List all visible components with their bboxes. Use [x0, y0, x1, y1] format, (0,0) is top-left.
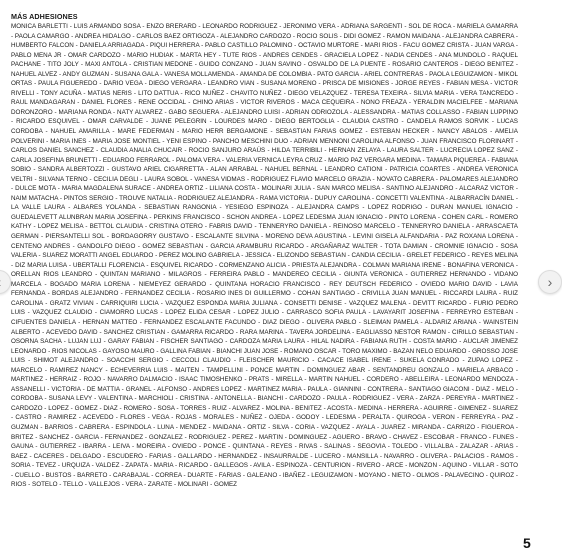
page-heading: MÁS ADHESIONES	[11, 12, 78, 21]
chevron-left-icon	[0, 274, 1, 290]
previous-page-button[interactable]	[0, 270, 11, 294]
chevron-right-icon: ›	[547, 274, 553, 290]
page-number: 5	[523, 535, 531, 551]
next-page-button[interactable]	[538, 270, 562, 294]
adhesions-name-list: MONICA BARLETTI - LUIS ARMANDO SOSA - ENZO BRERARD - LEONARDO RODRIGUEZ - JERONIMO VERA - ADRIANA SARGENTI - SOL DE ROCA - MARIELA GAMARRA - PAOLA CAMARGO - ANDREA HIDALGO - CARLOS BAEZ ORTIGOZA - ALEJANDRO CARDOZO - ROCIO SOLIS - DIDI GOMEZ - RAMON MAIDANA - ALEJANDRA CABRERA - HUMBERTO FALCON - DANIELA ARRIAGADA - PIQUI HERRERA - PABLO CASTILLO PALOMINO - OCTAVIO MURTORE - MARI RIOS - FACU GOMEZ CRISTA - JUAN VARGA - PABLO MENA JR - OMAR CARDOZO - MARIO HUDIAK - MARTA HEY - TUTE RIOS - ANDRES CENDES - GRACIELA LOPEZ - NADIA CENDES - ANA MUNDOLO - RAQUEL PACHANE - TITO JOLY - MAXI ANTOLA - CRISTIAN MEDONE - GUIDO CONZANO - JUAN SAVINO - OSVALDO DE LA PUENTE - ROSARIO CANTEROS - DIEGO BENITEZ - NAHUEL ALVEZ - ANDY GUZMAN - SUSANA GALA - VANESA MOLLAMENDA - AMANDA DE COLOMBIA - PATO GARCIA - ARIEL CONTRERAS - PAOLA LEGUIZAMON - MIKOL ORTAS - PAULA FIGUEREDO - DARIO VEGA - DIEGO VERGARA - LEANDRO VIAN - SUSANA MORENO - PRISCA DE MISIONES - JORGE REYES - FABIAN MESA - VICTOR RIVELLI - TONY ACUÑA - MATIAS NERIS - LITO DATTUA - RICO NUÑEZ - CHAVITO NUÑEZ - DIEGO VELAZQUEZ - TERESA TEXEIRA - SILVIA MARIA - VERA TANCREDO - RAUL MANDAGARAN - DANIEL FLORES - RENE OCCIDAL - CHINO ARIAS - VICTOR RIVEROS - MACA CEQUEIRA - NONO FREAZA - YERALDIN MACIELFEE - MARIANA DORONZORO - MARIANA RONDA - NATY ALVAREZ - GABO SEGUERA - ALEJANDRO LUISI - ADRIAN ODRIOZOLA - ALESSANDRA - MATIAS COLLASSO - FABIAN LUPPINO - RICARDO ESQUIVEL - OMAR CARVALDE - JUANE PELEGRIN - LOURDES MARO - DIEGO BERTOGLIA - CLAUDIA CASTRO - CANDELA RAMOS SORVIK - LUCAS CORDOBA - NAHUEL AMARILLA - MARE FEDERMAN - MARIO HERR BERGAMONE - SEBASTIAN FARIAS GOMEZ - ESTEBAN HECKER - NANCY ABALOS - AMELIA POLVERINI - MARIA INES - MARIA JOSE MONTIEL - YENI ESPINO - PANCHO MESCHINI DUO - ADRIAN MENNONI CAROLINA ALFONSO - JUAN FRANCISCO FLORINART - CARLOS DANIEL SANCHEZ - CLAUDIA ANALIA CHUCAIR - ROCIO SANJURO ARAÚS - HILDA TERRIBILI - HERNAN ZELAYA - LAURA SALTER - LUCRECIA LOPEZ SANZ - CARLA JOSEFINA BRUNETTI - EDUARDO FERRAROL - PALOMA VERA - VALERIA VERNICA LEYRA CRUZ - MARIO PAZ VERGARA MEDINA - TAMARA PIQUEREA - FABIANA SOBIO - SANDRA ALBERTOZZI - GUSTAVO ARIEL CIGARRETTA - ALAN ARRABAL - NAHUEL BERNAL - LEANDRO CATIONI - PATRICIA COARTES - ANDREA VERONICA VELTRI - SILVANA TERNO - CECILIA DEGLI - LAURA SOBOL - VANESA VIDMAS - RODRIGUEZ FLAVIO MARCELO GRAZIA - NOVATO CABRERA - PALOMARES ALEJANDRO - DULCE MOTA - MARIA MAGDALENA SURACE - ANDREA ORTIZ - LILIANA COSTA - MOLINARI JULIA - SAN MARCO MELISA - SANTINO ALEJANDRO - ALCARAZ VICTOR - NAIM MATACHA - PINTOS SERGIO - TROUVE NATALIA - RODRIGUEZ ALEJANDRA - RAMA VICTORIA - DUPUY CAROLINA - CONCETTI VALENTINA - ALBARRACÍN DANIEL - LA VALLE LAURA - ALBARES YOLANDA - SEBASTIAN RANGONIA - YESIEGO ESPINOZA - ALEJANDRA CAMPS - LOPEZ RODRIGO - DURAN MANUEL IGNACIO - GUEDALEVETT ALUNBRAN MARIA JOSEFINA - PERKINS FRANCISCO - SCHON ANDREA - LOPEZ LEDESMA JUAN IGNACIO - PINTO LORENA - COHEN CARL - ROMERO KATHY - LOPEZ MELISA - BETTOL CLAUDIA - CRISTINA OTERO - FABRIS DAVID - TENNERYRO DANIELA - REINOSO MARCELO - TENNERYRO DANIELA - ARRASCAETA GERMAN - PIERSANTELLI SOL - BORDAGORRY GUSTAVO - ESCALANTE SILVINA - MORENO DEVA AGUSTINA - LEVINI GISELA ALFANDARIA - PAZ ROXANA LORENA - CENTENO ANDRES - GANDOLFO DIEGO - GOMEZ SEBASTIAN - GARCIA ARAMBURU RICARDO - ARGAÑARAZ WALTER - TOTA DAMIAN - CROMNIE IGNACIO - SOSA VALERIA - SUAREZ MORATTI ANGEL EDUARDO - PEREZ MOLINO GABRIELA - JESSICA - ELIZONDO SEBASTIAN - CANDIA CECILIA - GRELET FEDERICO - REYES MELINA - DIZ MARIA LUISA - UBERTALLI FLORENCIA - ESQUIVEL RICARDO - CORMENZANO ALICIA - PRIESTA ALEJANDRA - COLMAN MARIANA IRENE - BONAFINA VERONICA - ORELLAN RIOS LEANDRO - QUINTAN MARIANO - MILAGROS - FERREIRA PABLO - MANDEREO CECILIA - GIUNTA VERONICA - GUTIERREZ HERNANDO - VIDANO MARCELA - BOGADO MARIA LORENA - NIEMEYEZ GERARDO - QUINTANA HORACIO FRANCISCO - REY DEUTSCH FEDERICO - OVIEDO MARIO DAVID - LAVIA FERNANDA - BORDAS ALEJANDRO - FERNANDEZ CECILIA - ROSARIO INES DI GUILLERMO - COHAN SANTIAGO - CRIVILLA JUAN MANUEL - RICCARDI LAURA - RUIZ CAROLINA - GRATZ VIVIAN - CARRIQUIRI LUCIA - VAZQUEZ ESPONDA MARIA JULIANA - CONSETTI DENISE - VAZQUEZ MALENA - DEVITT RICARDO - FURIO PEDRO LUIS - VAZQUEZ CLAUDIO - CIAMORRO LUCAS - LOPEZ ELIDA CESAR - LOPEZ JULIO - CARRASCO SOFIA PAULA - LAVAYARIT JOSEFINA - FERREYRO ESTEBAN - CIFUENTES DANIELA - HERNAN MATTEO - FERNANDEZ ESCALANTE FACUNDO - DIAZ DIEGO - OLIVERA PABLO - SLEIMAN PAMELA - ALDARIZ ARIANA - WAINSTEIN ALBERTO - ACEVEDO DAVID - SANCHEZ CRISTIAN - GAMARRA RICARDO - RARA MARINA - TAVERA JORDELINA - EAGLIASSO NESTOR RAMON - CIRILLO SEBASTIAN - OSORNA SACHA - LUJAN LUJ - GARAY FABIAN - FISCHER SANTIAGO - CARDOZA MARIA LAURA - HILAL NADIRA - FABIANA RUTH - COSTA MARIO - AUCLAR JIMENEZ LEONARDO - RIOS NICOLAS - GAYOSO MAURO - GALLINA FABIAN - BIANCHI JUAN JOSE - ROMANO OSCAR - TORO MAXIMO - BAZAN NELO EDUARDO - GROSSO JOSE LUIS - SHIMOT ALEJANDRO - SOACCHI SERGIO - CECCOLI CLAUDIO - FLEISCHER MAURICIO - CACACE ISABEL IRENE - SUKELA CONRADO - ZUPAO LOPEZ - MARCELO - RAMIREZ NANCY - ECHEVERRIA LUIS - MAITEN - TAMPELLINI - PONCE MARTIN - DOMINGUEZ ABAR - SENTANDREU GONZALO - MARIELA ARBACO - MARTINEZ - HERRAIZ - ROJO - NAVARRO DALMACIO - ISAAC TIMOSHENKO - PRATS - MIRELLA - MARTIN NAHUEL - CORDERO - ABELLEIRA - LEONARDO MENDOZA - ASSANELLI - VICTORIA - DE MATTIA - GRANEL - ALFONSO - ANDRES LOPEZ - MARTINEZ MARIA - PAULA - GIANNINI - CONTRERA - SANTIAGO GIACONI - DIAZ - MELO - CORDOBA - SUSANA LEVY - VALENTINA - MARCHIOLI - CRISTINA - ANTONELLA - BIANCHI - CARDOZO - PAULA - RODRIGUEZ - VERA - ZARZA - PEREYRA - MARTINEZ - CARDOZO - LOPEZ - GOMEZ - DIAZ - ROMERO - SOSA - TORRES - RUIZ - ALVAREZ - MOLINA - BENITEZ - ACOSTA - MEDINA - HERRERA - AGUIRRE - GIMENEZ - SUAREZ - CASTRO - RAMIREZ - ACEVEDO - FLORES - VEGA - ROJAS - MORALES - NUÑEZ - OJEDA - GODOY - LEDESMA - PERALTA - QUIROGA - VERON - FERREYRA - PAZ - GUZMAN - BARRIOS - CABRERA - ESPINDOLA - LUNA - MENDEZ - MAIDANA - ORTIZ - SILVA - CORIA - VAZQUEZ - AYALA - JUAREZ - MIRANDA - CARRIZO - FIGUEROA - BRITEZ - SANCHEZ - GARCIA - FERNANDEZ - GONZALEZ - RODRIGUEZ - PEREZ - MARTIN - DOMINGUEZ - AGUERO - BRAVO - CHAVEZ - ESCOBAR - FRANCO - FUNES - GAUNA - GUTIERREZ - IBARRA - LEIVA - MOREIRA - OVIEDO - PONCE - QUINTANA - REYES - RIVAS - SALINAS - SEGOVIA - TOLEDO - VILLALBA - ZALAZAR - ARIAS - BAEZ - CACERES - DELGADO - ESCUDERO - FARIAS - GALLARDO - HERNANDEZ - INSAURRALDE - LUCERO - MANSILLA - NAVARRO - OLIVERA - PALACIOS - RAMOS - SORIA - TEVEZ - URQUIZA - VALDEZ - ZAPATA - MARIA - RICARDO - GALLEGOS - AVILA - ESPINOZA - CENTURION - RIVERO - ARCE - MONZON - AQUINO - VILLAR - SOTO - CUELLO - BUSTOS - BARRETO - CARABAJAL - CORREA - DUARTE - FARIAS - GALEANO - IBAÑEZ - LEGUIZAMON - MOYANO - NIETO - OLMOS - PALAVECINO - QUIROZ - RIOS - SOTELO - TELLO - VALLEJOS - VERA - ZARATE - MOLINARI - GOMEZ	[11, 23, 518, 489]
